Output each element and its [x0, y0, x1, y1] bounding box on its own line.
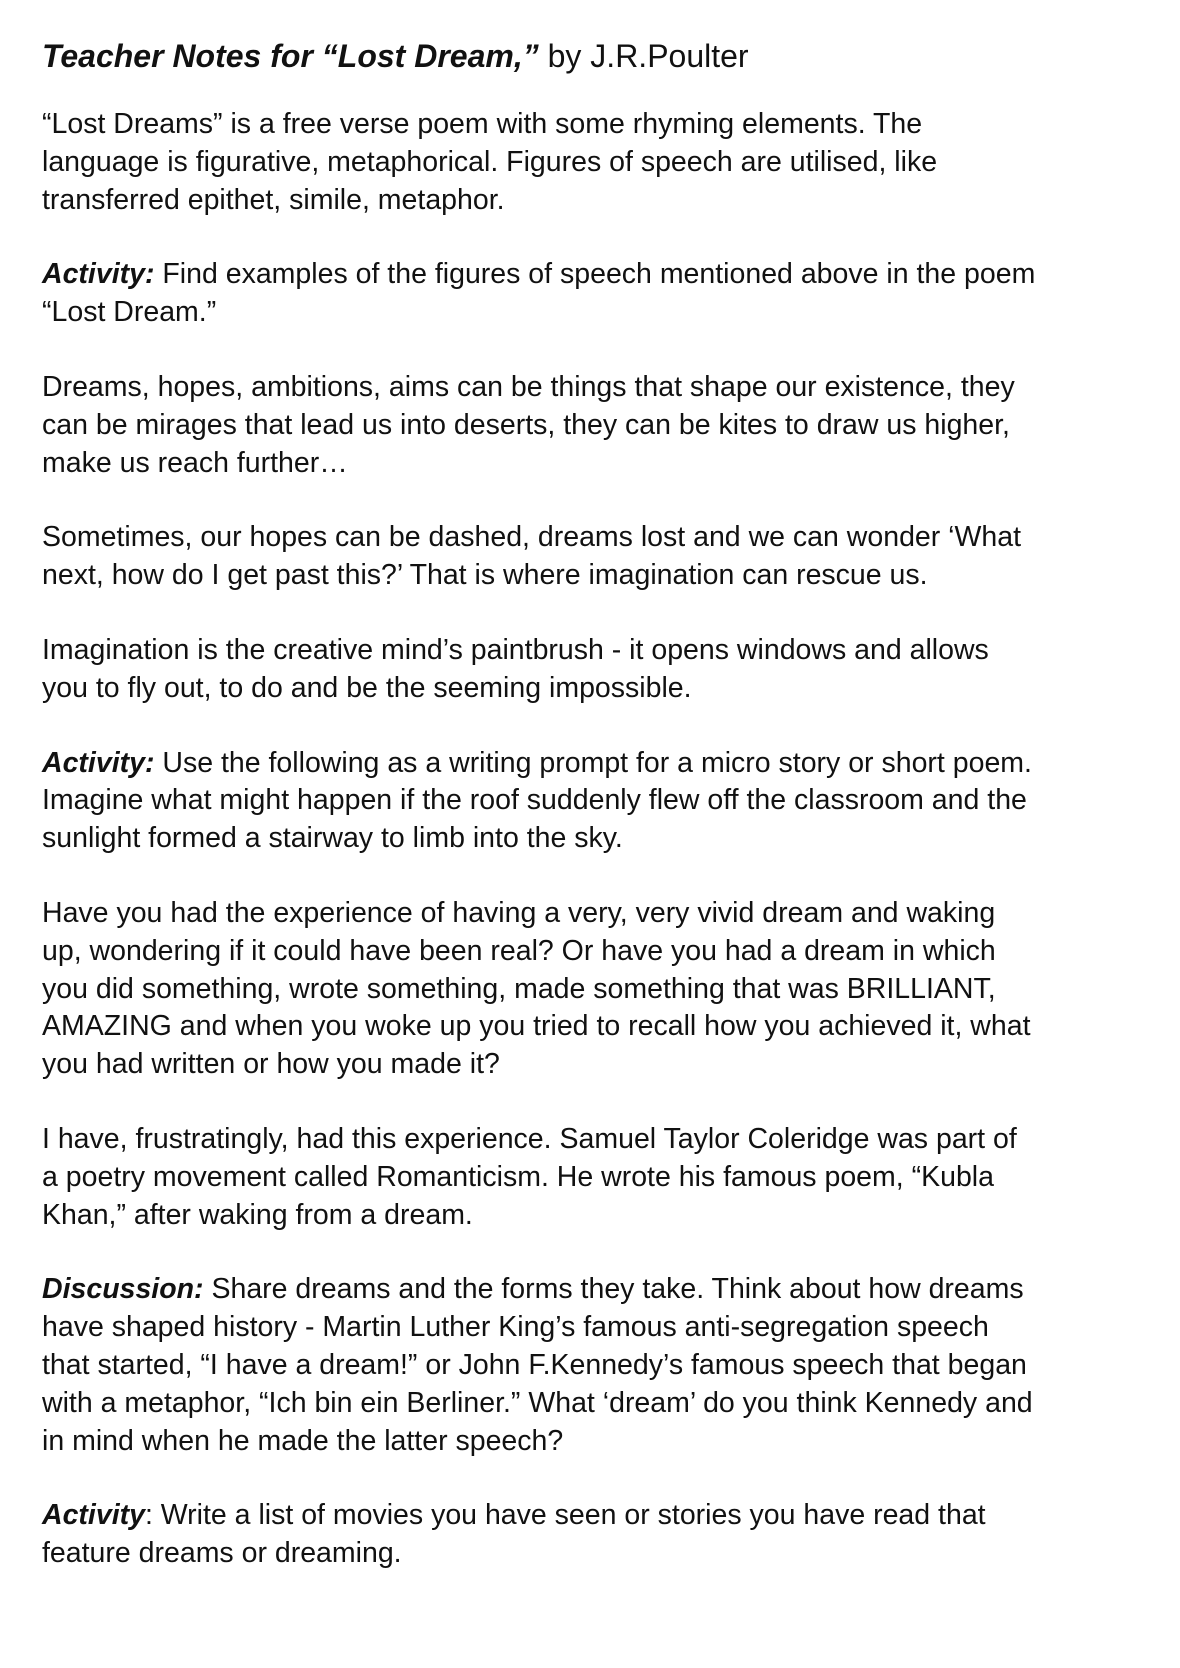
- vivid-dream-paragraph: [42, 895, 1162, 1084]
- document-title: [42, 36, 1162, 76]
- document-page: [42, 36, 1162, 1610]
- coleridge-text: I have, frustratingly, had this experience. Samuel Taylor Coleridge was part of a poetry movement called Romanticism. He wrote his famous poem, “Kubla Khan,” after waking from a dream.: [42, 1122, 1017, 1231]
- intro-text: “Lost Dreams” is a free verse poem with some rhyming elements. The language is figurative, metaphorical. Figures of speech are utilised, like transferred epithet, simile, metaphor.: [42, 108, 938, 216]
- dreams-text: Dreams, hopes, ambitions, aims can be things that shape our existence, they can be mirages that lead us into deserts, they can be kites to draw us higher, make us reach further…: [42, 370, 1015, 479]
- coleridge-paragraph: [42, 1121, 1162, 1234]
- dreams-paragraph: [42, 369, 1162, 482]
- title-emphasis: Teacher Notes for “Lost Dream,”: [42, 38, 539, 74]
- vivid-dream-text: Have you had the experience of having a very, very vivid dream and waking up, wondering if it could have been real? Or have you had a dream in which you did something, wrote something, made something that was BRILLIANT, AMAZING and when you woke up you tried to recall how you achieved it, what you had written or how you made it?: [42, 896, 1031, 1081]
- activity-text: : Write a list of movies you have seen or stories you have read that feature dreams or dreaming.: [42, 1499, 986, 1570]
- activity-writing-prompt: [42, 745, 1162, 858]
- imagination-paragraph: [42, 632, 1162, 708]
- discussion-paragraph: [42, 1271, 1162, 1460]
- activity-movies-list: [42, 1497, 1162, 1573]
- activity-text: Use the following as a writing prompt for a micro story or short poem. Imagine what might happen if the roof suddenly flew off the classroom and the sunlight formed a stairway to limb into the sky.: [42, 746, 1032, 855]
- hopes-dashed-paragraph: [42, 519, 1162, 595]
- activity-figures-of-speech: [42, 256, 1162, 332]
- intro-paragraph: [42, 106, 1162, 219]
- activity-label: Activity:: [42, 746, 155, 779]
- activity-text: Find examples of the figures of speech mentioned above in the poem “Lost Dream.”: [42, 258, 1036, 329]
- imagination-text: Imagination is the creative mind’s paintbrush - it opens windows and allows you to fly out, to do and be the seeming impossible.: [42, 633, 989, 704]
- activity-label: Activity: [42, 1499, 145, 1532]
- title-author: by J.R.Poulter: [538, 38, 749, 74]
- discussion-label: Discussion:: [42, 1273, 204, 1306]
- hopes-dashed-text: Sometimes, our hopes can be dashed, dreams lost and we can wonder ‘What next, how do I get past this?’ That is where imagination can rescue us.: [42, 521, 1022, 592]
- discussion-text: Share dreams and the forms they take. Think about how dreams have shaped history - Martin Luther King’s famous anti-segregation speech that started, “I have a dream!” or John F.Kennedy’s famous speech that began with a metaphor, “Ich bin ein Berliner.” What ‘dream’ do you think Kennedy and in mind when he made the latter speech?: [42, 1273, 1033, 1457]
- activity-label: Activity:: [42, 258, 155, 291]
